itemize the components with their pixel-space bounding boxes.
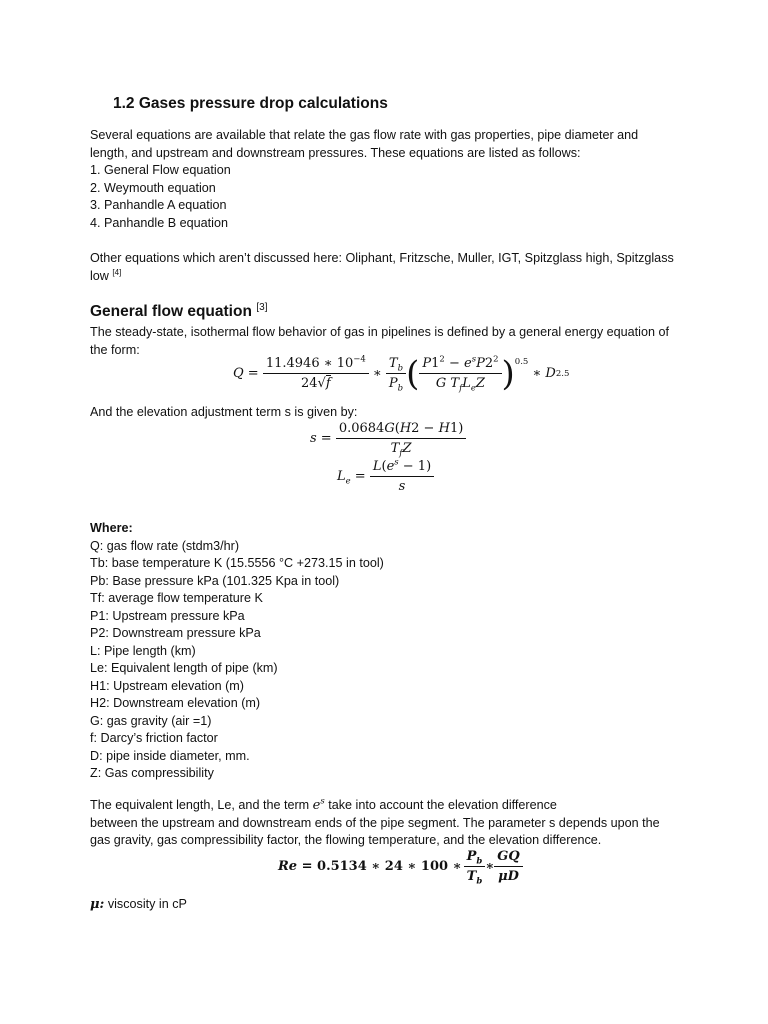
- definition-item: D: pipe inside diameter, mm.: [90, 748, 250, 763]
- general-flow-heading: [90, 303, 268, 321]
- equation-re: Re = 0.5134 ∗ 24 ∗ 100 ∗ $\frac{P_b}{T_b}$ ∗ $\frac{GQ}{\mu D}$: [278, 848, 523, 885]
- definition-item: G: gas gravity (air =1): [90, 713, 212, 728]
- where-label: Where:: [90, 521, 133, 535]
- equation-list-item: 2. Weymouth equation: [90, 180, 216, 195]
- definition-item: Le: Equivalent length of pipe (km): [90, 661, 278, 675]
- section-title: 1.2 Gases pressure drop calculations: [113, 95, 388, 112]
- equiv-line: between the upstream and downstream ends of the pipe segment. The parameter s depends upon the: [90, 815, 660, 830]
- intro-line: length, and upstream and downstream pressures. These equations are listed as follows:: [90, 145, 581, 160]
- equation-q: Q = $\frac{11.4946 ∗ 10^{-4}}{24√f}$ ∗ $\frac{T_b}{P_b}$ ( $\frac{P1^2 - e^sP2^2}{G T_fL_eZ}$ ) 0.5 ∗ D 2.5: [233, 353, 570, 394]
- definition-item: P2: Downstream pressure kPa: [90, 626, 261, 640]
- equation-s: s = $\frac{0.0684G(H2 - H1)}{T_fZ}$: [310, 420, 466, 457]
- reference-mark: [4]: [112, 267, 122, 277]
- other-line: Other equations which aren’t discussed here: Oliphant, Fritzsche, Muller, IGT, Spitzglass high, Spitzglass: [90, 251, 674, 265]
- definition-item: L: Pipe length (km): [90, 643, 196, 658]
- general-flow-paragraph: [90, 324, 669, 359]
- definition-item: Q: gas flow rate (stdm3/hr): [90, 538, 240, 553]
- intro-paragraph: [90, 127, 638, 232]
- definition-item: Tf: average flow temperature K: [90, 591, 263, 605]
- equiv-line: gas gravity, gas compressibility factor, the flowing temperature, and the elevation difference.: [90, 833, 602, 847]
- mu-symbol: μ:: [90, 897, 105, 912]
- equivalent-length-paragraph: [90, 797, 660, 850]
- definition-item: H1: Upstream elevation (m): [90, 678, 244, 693]
- definition-item: Tb: base temperature K (15.5556 °C +273.15 in tool): [90, 556, 384, 570]
- definitions-block: [90, 520, 384, 783]
- general-flow-title: General flow equation: [90, 303, 252, 320]
- reference-mark: [3]: [256, 302, 268, 313]
- mu-line: [90, 896, 187, 914]
- equation-list-item: 1. General Flow equation: [90, 163, 231, 177]
- intro-line: Several equations are available that relate the gas flow rate with gas properties, pipe diameter and: [90, 128, 639, 142]
- definition-item: f: Darcy’s friction factor: [90, 731, 218, 745]
- definition-item: P1: Upstream pressure kPa: [90, 608, 245, 623]
- other-equations-paragraph: [90, 250, 674, 285]
- equation-list-item: 4. Panhandle B equation: [90, 215, 228, 230]
- equation-list-item: 3. Panhandle A equation: [90, 198, 227, 212]
- definition-item: Pb: Base pressure kPa (101.325 Kpa in tool): [90, 573, 340, 588]
- general-line: The steady-state, isothermal flow behavior of gas in pipelines is defined by a general energy equation of: [90, 325, 669, 339]
- equiv-line: The equivalent length, Le, and the term: [90, 798, 313, 812]
- elevation-line: And the elevation adjustment term s is given by:: [90, 405, 358, 419]
- mu-definition: viscosity in cP: [104, 897, 187, 911]
- equiv-line: take into account the elevation difference: [324, 798, 557, 812]
- other-line: low: [90, 268, 109, 283]
- e-power-s: $e^s$: [312, 796, 325, 813]
- general-line: the form:: [90, 342, 140, 357]
- definition-item: Z: Gas compressibility: [90, 766, 214, 780]
- equation-le: $L_e$ = $\frac{L(e^s - 1)}{s}$: [337, 458, 434, 495]
- definition-item: H2: Downstream elevation (m): [90, 696, 261, 710]
